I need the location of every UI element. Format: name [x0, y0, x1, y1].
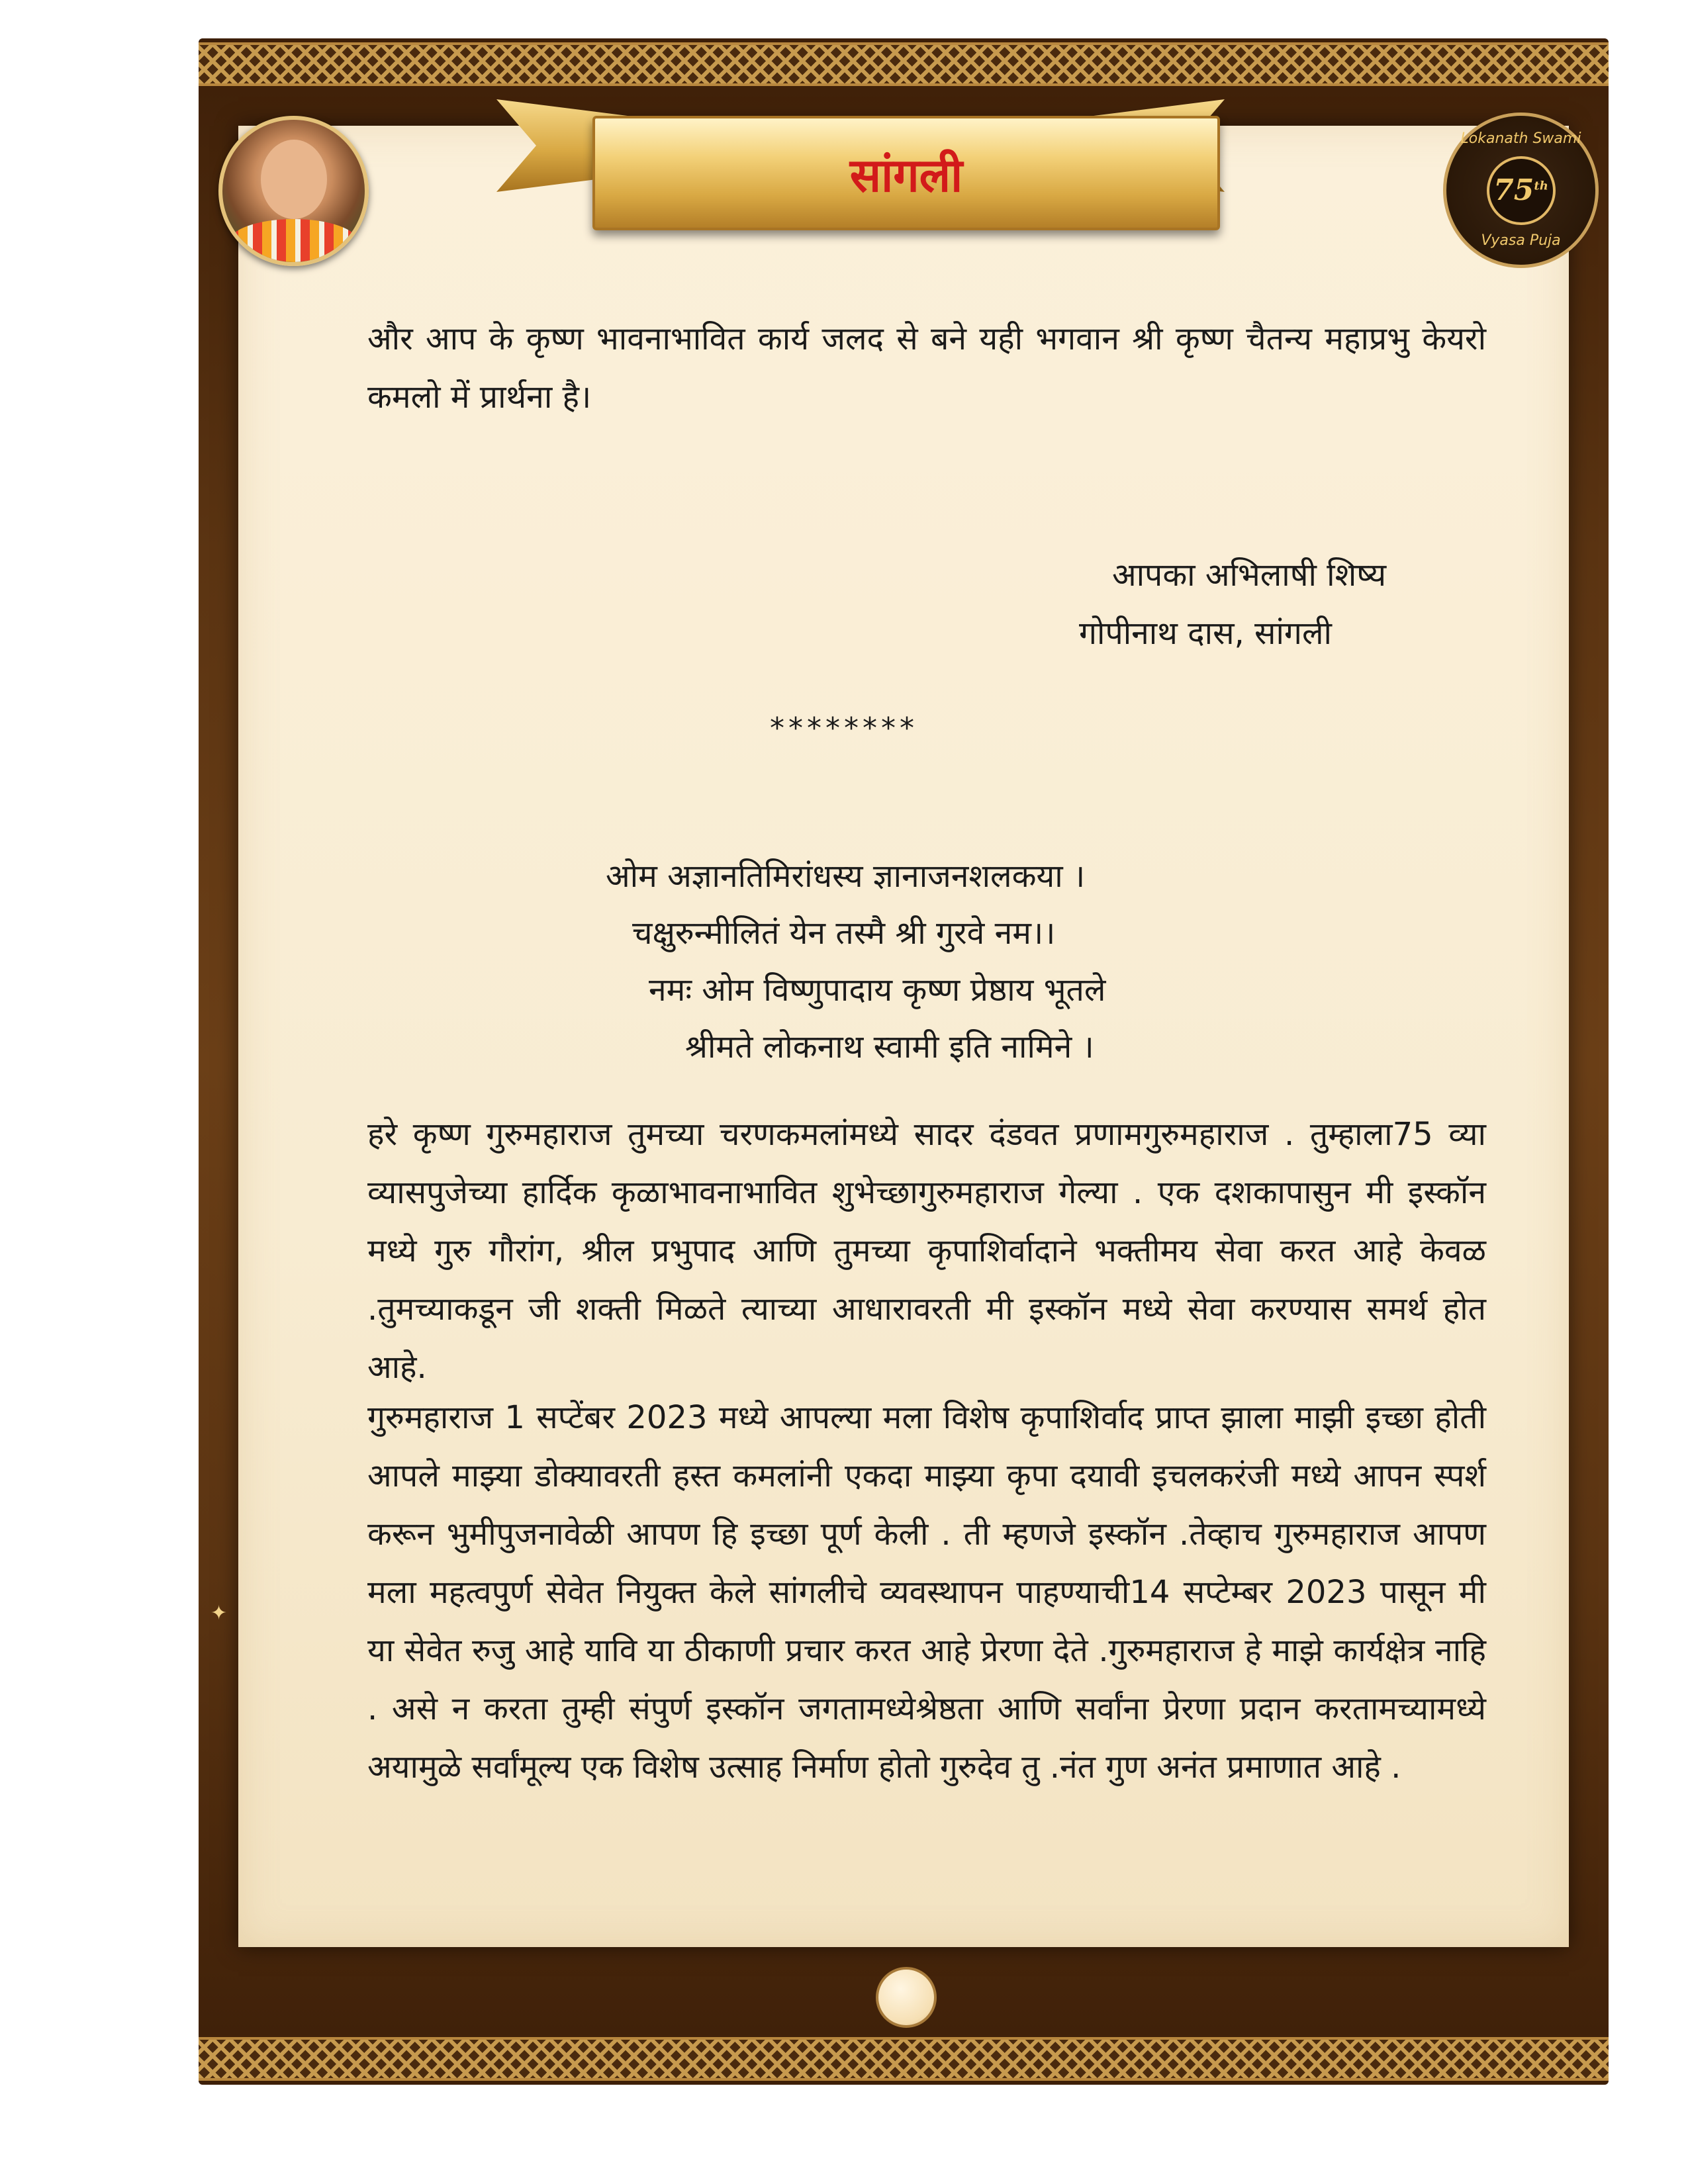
logo-top-text: Lokanath Swami [1460, 130, 1581, 147]
logo-bottom-text: Vyasa Puja [1481, 232, 1561, 249]
offering-paragraph-1: हरे कृष्ण गुरुमहाराज तुमच्या चरणकमलांमध्ये सादर दंडवत प्रणामगुरुमहाराज . तुम्हाला75 व्या व्यासपुजेच्या हार्दिक कृळाभावनाभावित शुभेच्छागुरुमहाराज गेल्या . एक दशकापासुन मी इस्कॉन मध्ये गुरु गौरांग, श्रील प्रभुपाद आणि तुमच्या कृपाशिर्वादाने भक्तीमय सेवा करत आहे केवळ .तुमच्याकडून जी शक्ती मिळते त्याच्या आधारावरती मी इस्कॉन मध्ये सेवा करण्यास समर्थ होत आहे. [367, 1116, 1486, 1386]
verse-line-3: नमः ओम विष्णुपादाय कृष्ण प्रेष्ठाय भूतले [649, 972, 1106, 1009]
vyasa-puja-75-logo [1443, 113, 1599, 268]
signature-line-2: गोपीनाथ दास, सांगली [1079, 615, 1332, 652]
guru-portrait-image [218, 116, 369, 266]
bottom-border-band [199, 2037, 1609, 2081]
verse-line-4: श्रीमते लोकनाथ स्वामी इति नामिने । [685, 1028, 1094, 1066]
title-ribbon [592, 116, 1220, 230]
portrait-face [261, 140, 327, 219]
logo-emblem [1487, 156, 1556, 225]
sparkle-icon: ✦ [211, 1602, 228, 1625]
top-border-band [199, 42, 1609, 86]
portrait-garland [229, 219, 358, 265]
section-separator: ******** [770, 711, 918, 745]
logo-number: 75th [1493, 173, 1548, 207]
offering-paragraph-2: गुरुमहाराज 1 सप्टेंबर 2023 मध्ये आपल्या मला विशेष कृपाशिर्वाद प्राप्त झाला माझी इच्छा होती आपले माझ्या डोक्यावरती हस्त कमलांनी एकदा माझ्या कृपा दयावी इचलकरंजी मध्ये आपन स्पर्श करून भुमीपुजनावेळी आपण हि इच्छा पूर्ण केली . ती म्हणजे इस्कॉन .तेव्हाच गुरुमहाराज आपण मला महत्वपुर्ण सेवेत नियुक्त केले सांगलीचे व्यवस्थापन पाहण्याची14 सप्टेम्बर 2023 पासून मी या सेवेत रुजु आहे यावि या ठीकाणी प्रचार करत आहे प्रेरणा देते .गुरुमहाराज हे माझे कार्यक्षेत्र नाहि . असे न करता तुम्ही संपुर्ण इस्कॉन जगतामध्येश्रेष्ठता आणि सर्वांना प्रेरणा प्रदान करतामच्यामध्ये अयामुळे सर्वांमूल्य एक विशेष उत्साह निर्माण होतो गुरुदेव तु .नंत गुण अनंत प्रमाणात आहे . [367, 1399, 1486, 1786]
decorative-knob [876, 1967, 937, 2028]
signature-line-1: आपका अभिलाषी शिष्य [1112, 557, 1387, 594]
page-title: सांगली [849, 148, 963, 203]
verse-line-2: चक्षुरुन्मीलितं येन तस्मै श्री गुरवे नम।। [632, 915, 1056, 952]
verse-line-1: ओम अज्ञानतिमिरांधस्य ज्ञानाजनशलकया । [606, 858, 1086, 895]
letter-paragraph-hindi: और आप के कृष्ण भावनाभावित कार्य जलद से बने यही भगवान श्री कृष्ण चैतन्य महाप्रभु केयरो कमलो में प्रार्थना है। [367, 320, 1486, 416]
